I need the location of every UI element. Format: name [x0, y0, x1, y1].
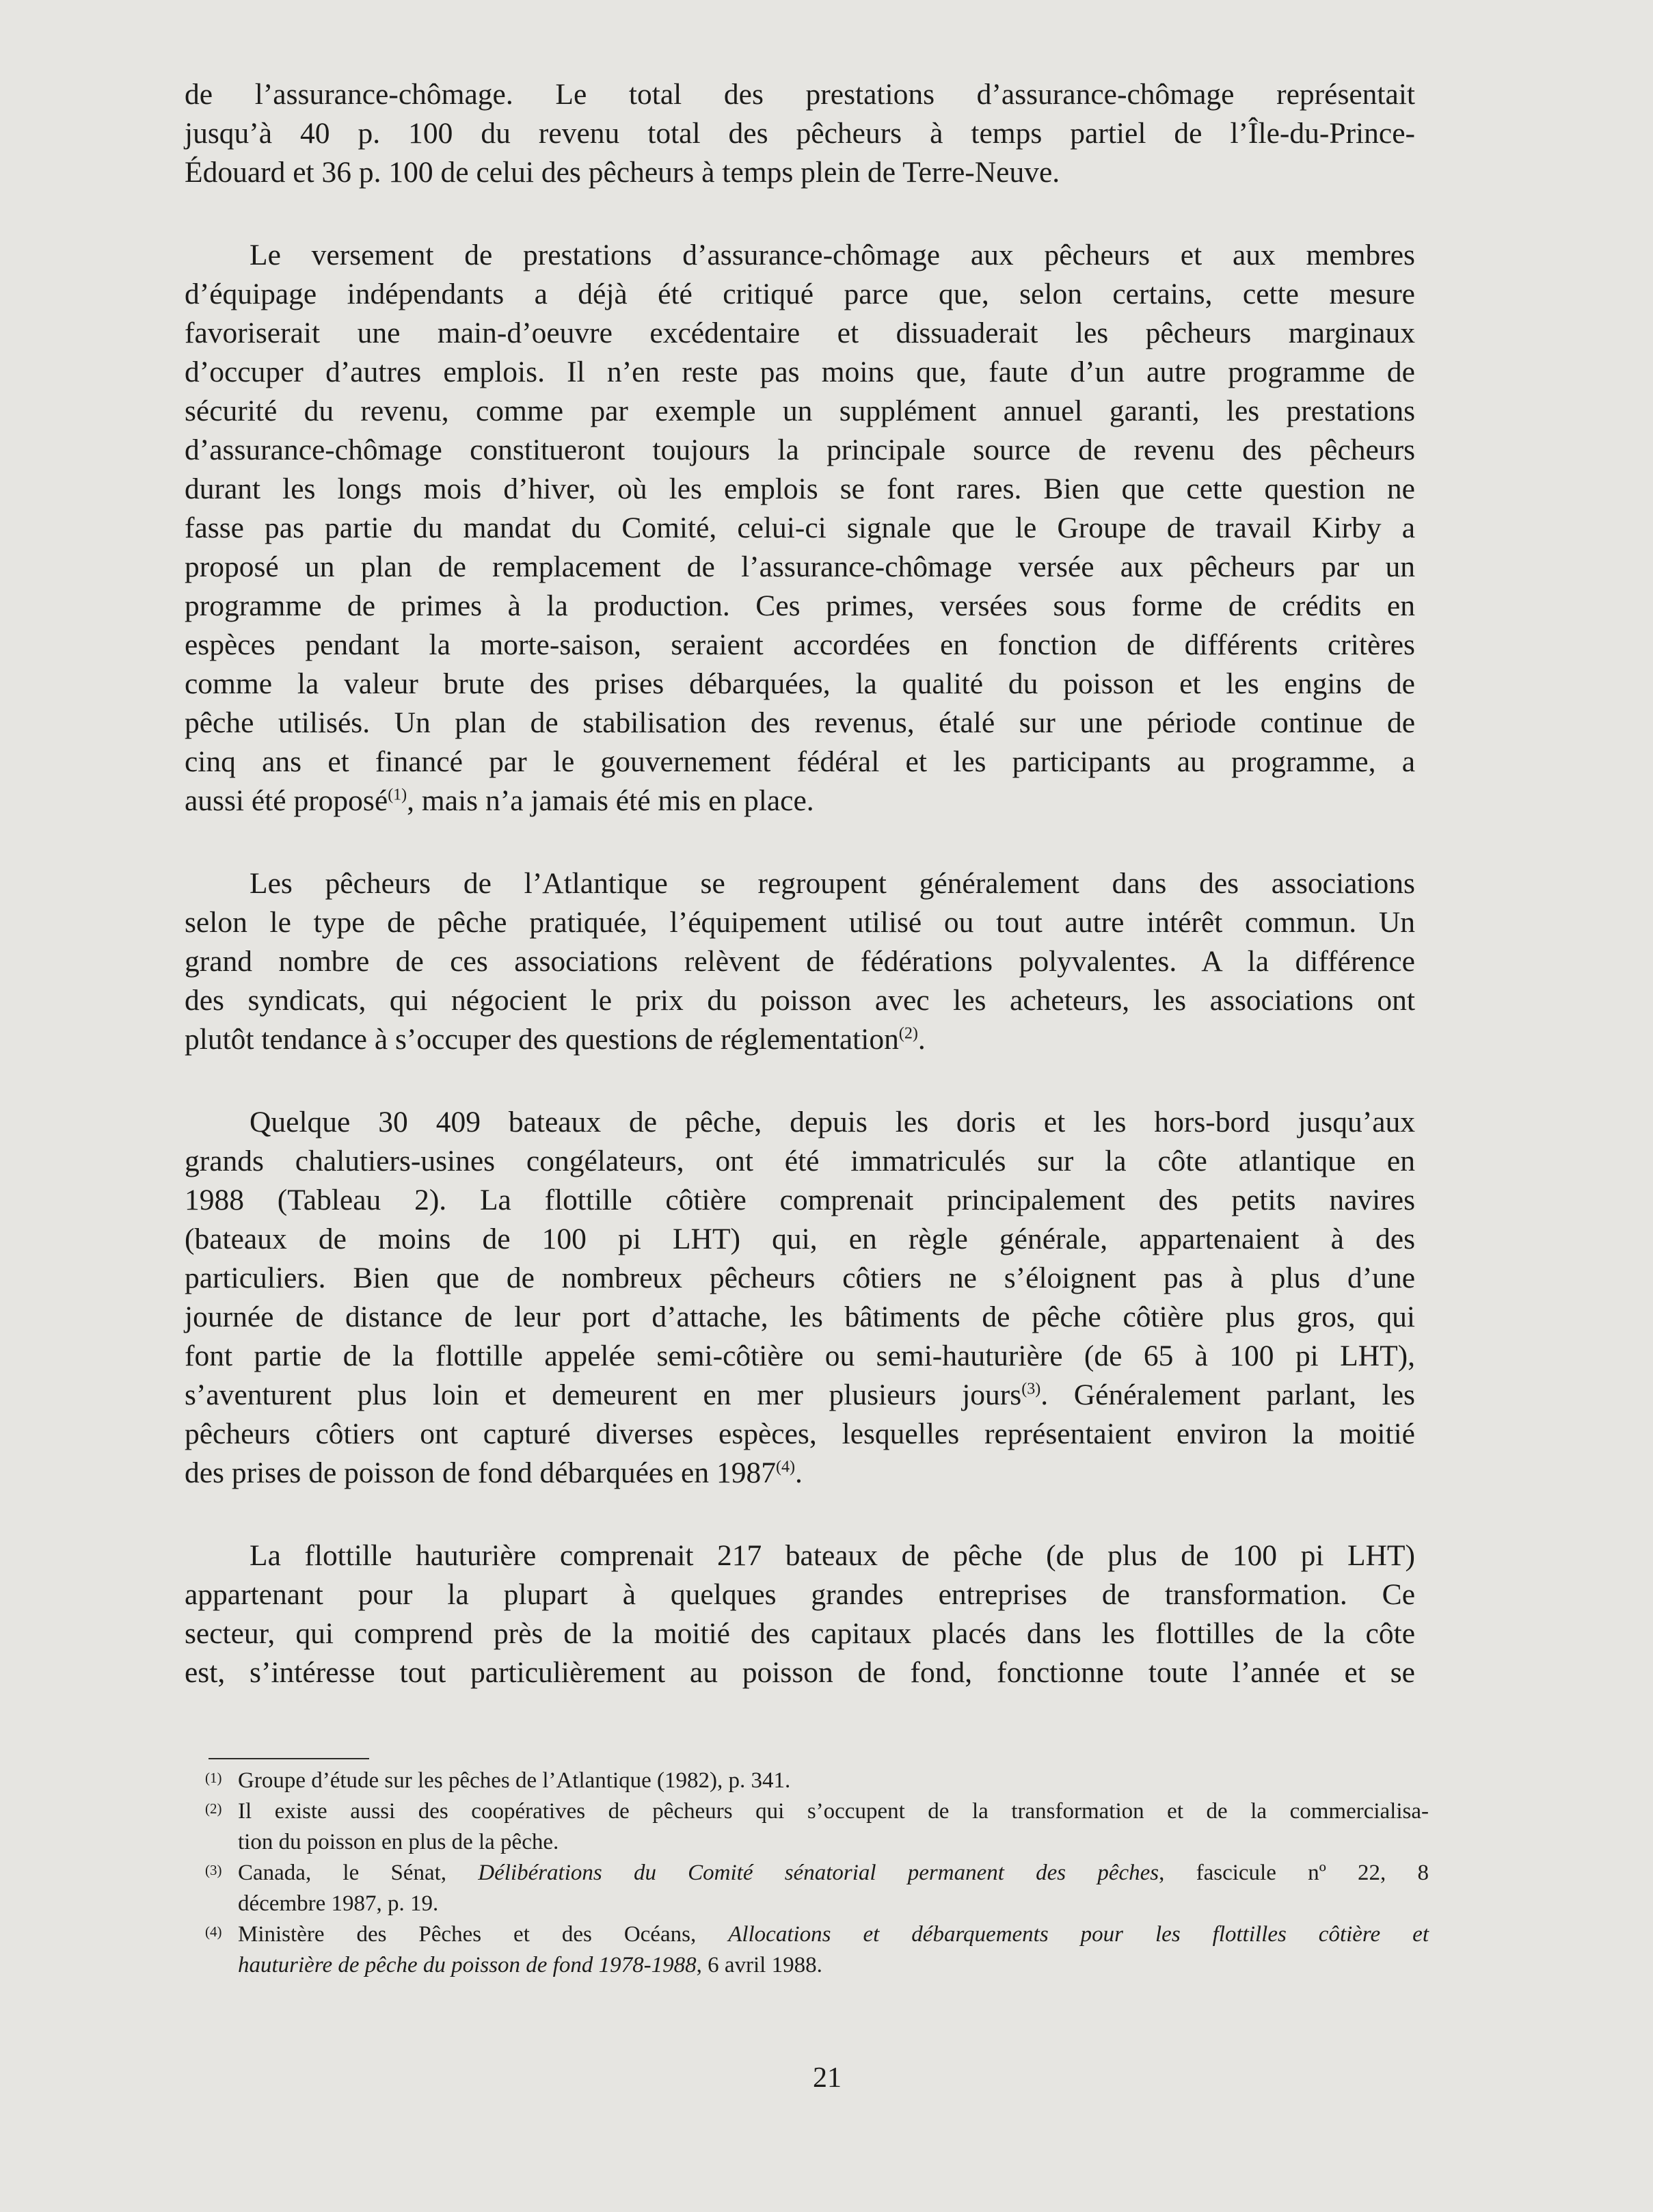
footnote-3 [205, 1858, 1429, 1919]
footnote-ref-2: (2) [898, 1024, 918, 1043]
text-line: cinq ans et financé par le gouvernement fédéral et les participants au programme, a [185, 745, 1415, 778]
paragraph-1 [185, 75, 1415, 192]
text-line: journée de distance de leur port d’attache, les bâtiments de pêche côtière plus gros, qui [185, 1301, 1415, 1333]
text-line: est, s’intéresse tout particulièrement au poisson de fond, fonctionne toute l’année et se [185, 1656, 1415, 1689]
text-line: (bateaux de moins de 100 pi LHT) qui, en règle générale, appartenaient à des [185, 1223, 1415, 1255]
footnote-divider [209, 1758, 369, 1759]
footnote-2 [205, 1796, 1429, 1858]
text-line: appartenant pour la plupart à quelques grandes entreprises de transformation. Ce [185, 1578, 1415, 1611]
text-fragment: s’aventurent plus loin et demeurent en mer plusieurs jours [185, 1378, 1022, 1411]
text-line: fasse pas partie du mandat du Comité, celui-ci signale que le Groupe de travail Kirby a [185, 511, 1415, 544]
footnote-text: Canada, le Sénat, [238, 1861, 479, 1885]
text-line [185, 1376, 1415, 1415]
text-line: d’assurance-chômage constitueront toujours la principale source de revenu des pêcheurs [185, 434, 1415, 466]
footnote-line: Groupe d’étude sur les pêches de l’Atlantique (1982), p. 341. [238, 1768, 791, 1793]
paragraph-2 [185, 236, 1415, 821]
footnote-text: Ministère des Pêches et des Océans, [238, 1922, 729, 1947]
footnote-ref-1: (1) [388, 786, 407, 804]
footnote-line: Il existe aussi des coopératives de pêcheurs qui s’occupent de la transformation et de la commercialisa- [238, 1799, 1429, 1824]
paragraph-4 [185, 1103, 1415, 1493]
body-text [185, 75, 1415, 1736]
footnote-ref-3: (3) [1021, 1380, 1041, 1398]
text-line: espèces pendant la morte-saison, seraient accordées en fonction de différents critères [185, 628, 1415, 661]
footnote-text: , fascicule nº 22, 8 [1159, 1861, 1429, 1885]
text-line: secteur, qui comprend près de la moitié des capitaux placés dans les flottilles de la côte [185, 1617, 1415, 1650]
footnote-title: Allocations et débarquements pour les flottilles côtière et [728, 1922, 1429, 1947]
text-line [185, 1020, 1415, 1059]
paragraph-3 [185, 864, 1415, 1059]
footnote-mark: (1) [205, 1770, 222, 1786]
text-line: pêcheurs côtiers ont capturé diverses espèces, lesquelles représentaient environ la moitié [185, 1417, 1415, 1450]
footnote-ref-4: (4) [775, 1458, 795, 1476]
text-line: comme la valeur brute des prises débarquées, la qualité du poisson et les engins de [185, 667, 1415, 700]
text-line [185, 782, 1415, 821]
footnote-1 [205, 1765, 1429, 1796]
text-line: Édouard et 36 p. 100 de celui des pêcheurs à temps plein de Terre-Neuve. [185, 156, 1060, 189]
text-fragment: . [794, 1456, 803, 1489]
text-line: d’équipage indépendants a déjà été critiqué parce que, selon certains, cette mesure [185, 278, 1415, 310]
footnote-mark: (2) [205, 1800, 222, 1817]
text-fragment: plutôt tendance à s’occuper des questions de réglementation [185, 1023, 899, 1056]
text-line: Le versement de prestations d’assurance-chômage aux pêcheurs et aux membres [250, 239, 1415, 271]
text-fragment: . [917, 1023, 926, 1056]
text-line: proposé un plan de remplacement de l’assurance-chômage versée aux pêcheurs par un [185, 550, 1415, 583]
text-line: particuliers. Bien que de nombreux pêcheurs côtiers ne s’éloignent pas à plus d’une [185, 1262, 1415, 1294]
footnote-title: Délibérations du Comité sénatorial permanent des pêches [478, 1861, 1159, 1885]
footnotes [205, 1765, 1429, 1981]
text-line: d’occuper d’autres emplois. Il n’en reste pas moins que, faute d’un autre programme de [185, 356, 1415, 388]
text-line: favoriserait une main-d’oeuvre excédentaire et dissuaderait les pêcheurs marginaux [185, 317, 1415, 349]
text-line: Quelque 30 409 bateaux de pêche, depuis les doris et les hors-bord jusqu’aux [250, 1106, 1415, 1138]
footnote-line [238, 1858, 1429, 1889]
text-fragment: aussi été proposé [185, 784, 388, 817]
text-fragment: . Généralement parlant, les [1040, 1378, 1415, 1411]
text-line: jusqu’à 40 p. 100 du revenu total des pêcheurs à temps partiel de l’Île-du-Prince- [185, 117, 1415, 150]
text-line: programme de primes à la production. Ces primes, versées sous forme de crédits en [185, 589, 1415, 622]
text-line: pêche utilisés. Un plan de stabilisation des revenus, étalé sur une période continue de [185, 706, 1415, 739]
footnote-line: tion du poisson en plus de la pêche. [238, 1830, 559, 1854]
text-line: grand nombre de ces associations relèvent de fédérations polyvalentes. A la différence [185, 945, 1415, 978]
footnote-line [238, 1919, 1429, 1950]
footnote-line [238, 1950, 1429, 1981]
page-number: 21 [813, 2062, 842, 2094]
footnote-title: hauturière de pêche du poisson de fond 1978-1988 [238, 1953, 697, 1977]
text-line: sécurité du revenu, comme par exemple un supplément annuel garanti, les prestations [185, 395, 1415, 427]
footnote-mark: (4) [205, 1923, 222, 1940]
text-line: font partie de la flottille appelée semi-côtière ou semi-hauturière (de 65 à 100 pi LHT), [185, 1340, 1415, 1372]
text-fragment: des prises de poisson de fond débarquées en 1987 [185, 1456, 776, 1489]
footnote-line: décembre 1987, p. 19. [238, 1891, 439, 1916]
footnote-text: , 6 avril 1988. [696, 1953, 822, 1977]
text-line: de l’assurance-chômage. Le total des prestations d’assurance-chômage représentait [185, 78, 1415, 111]
text-line: durant les longs mois d’hiver, où les emplois se font rares. Bien que cette question ne [185, 472, 1415, 505]
footnote-mark: (3) [205, 1862, 222, 1878]
footnote-4 [205, 1919, 1429, 1981]
text-line: selon le type de pêche pratiquée, l’équipement utilisé ou tout autre intérêt commun. Un [185, 906, 1415, 939]
paragraph-5 [185, 1536, 1415, 1692]
text-line: des syndicats, qui négocient le prix du poisson avec les acheteurs, les associations ont [185, 984, 1415, 1017]
text-line: La flottille hauturière comprenait 217 bateaux de pêche (de plus de 100 pi LHT) [250, 1539, 1415, 1572]
text-line [185, 1454, 1415, 1493]
text-fragment: , mais n’a jamais été mis en place. [407, 784, 814, 817]
text-line: grands chalutiers-usines congélateurs, ont été immatriculés sur la côte atlantique en [185, 1145, 1415, 1177]
text-line: 1988 (Tableau 2). La flottille côtière comprenait principalement des petits navires [185, 1184, 1415, 1216]
text-line: Les pêcheurs de l’Atlantique se regroupent généralement dans des associations [250, 867, 1415, 900]
